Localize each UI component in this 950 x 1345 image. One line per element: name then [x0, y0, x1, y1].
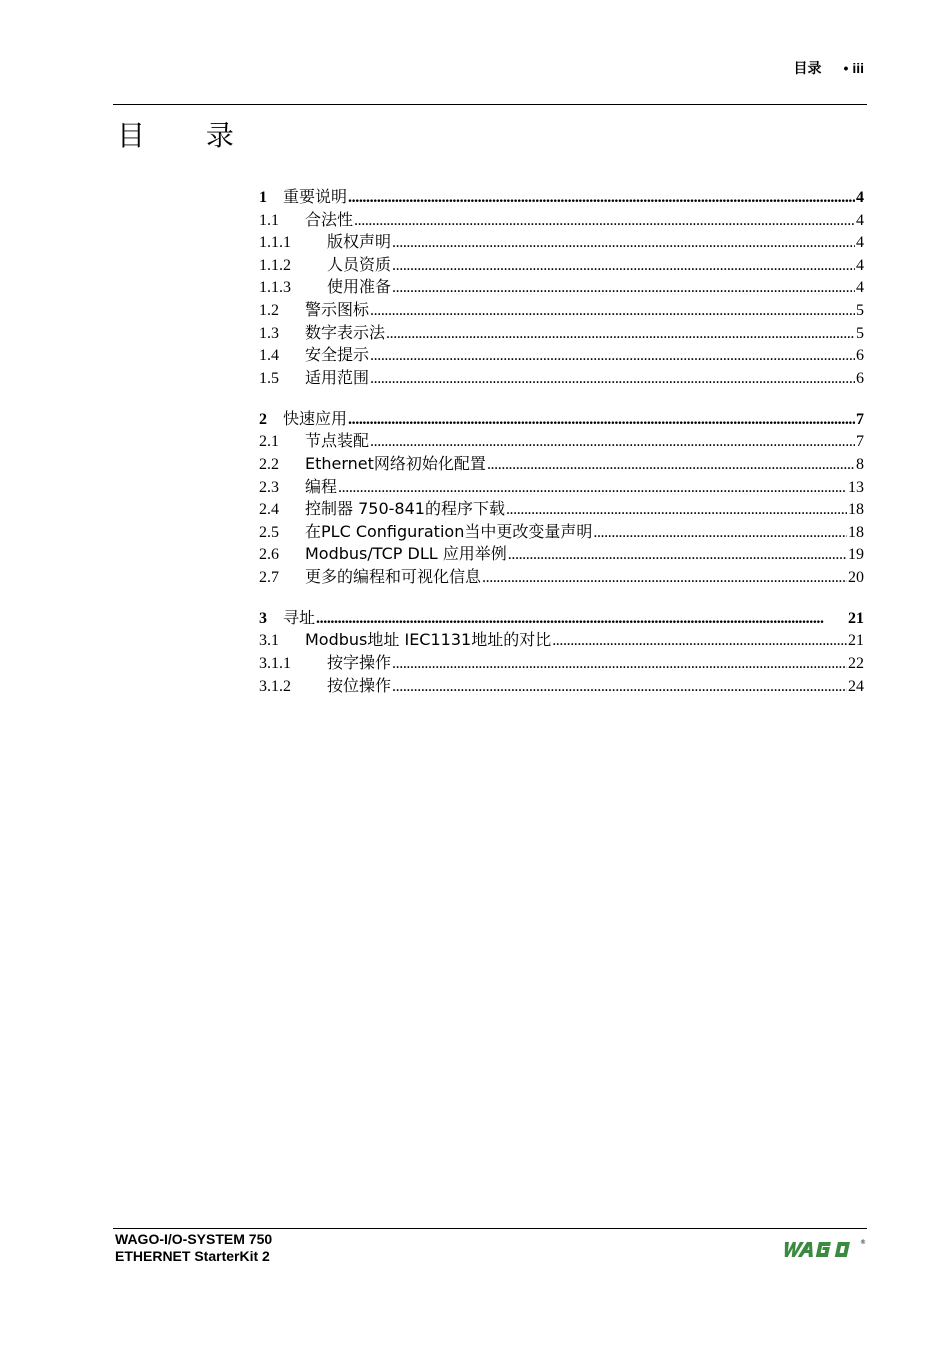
toc-title: 安全提示	[305, 345, 370, 365]
toc-section-row[interactable]	[259, 498, 864, 521]
toc-number: 1.3	[259, 324, 279, 342]
toc-number: 1.1.2	[259, 256, 291, 274]
toc-title: 人员资质	[327, 254, 392, 274]
toc-leader-dots	[506, 499, 847, 522]
toc-title: Modbus/TCP DLL 应用举例	[305, 544, 507, 564]
toc-section-row[interactable]	[259, 521, 864, 544]
toc-title: 重要说明	[283, 187, 348, 206]
toc-number: 3.1.1	[259, 655, 291, 673]
footer-product-name: ETHERNET StarterKit 2	[115, 1248, 270, 1264]
toc-leader-dots	[392, 277, 855, 300]
page-title: 目 录	[117, 119, 260, 152]
toc-section-row[interactable]	[259, 344, 864, 367]
toc-number: 1.5	[259, 369, 279, 387]
toc-number: 1.4	[259, 347, 279, 365]
toc-leader-dots	[348, 409, 855, 432]
toc-section-row[interactable]	[259, 629, 864, 652]
toc-leader-dots	[392, 676, 847, 699]
toc-title: 合法性	[305, 209, 354, 229]
toc-leader-dots	[370, 345, 855, 368]
toc-number: 2.1	[259, 433, 279, 451]
toc-number: 2.7	[259, 568, 279, 586]
toc-page-number: 21	[848, 609, 864, 627]
toc-leader-dots	[392, 232, 855, 255]
toc-title: 适用范围	[305, 367, 370, 387]
toc-number: 1.1	[259, 211, 279, 229]
toc-leader-dots	[593, 522, 847, 545]
toc-number: 3.1	[259, 632, 279, 650]
toc-title: 使用准备	[327, 277, 392, 297]
toc-section-row[interactable]	[259, 322, 864, 345]
toc-chapter-row[interactable]	[259, 408, 864, 431]
toc-page-number: 4	[856, 256, 864, 274]
toc-number: 1	[259, 189, 267, 206]
toc-page-number: 19	[848, 546, 864, 564]
toc-leader-dots	[392, 255, 855, 278]
toc-page-number: 7	[856, 433, 864, 451]
toc-section-row[interactable]	[259, 566, 864, 589]
toc-leader-dots	[338, 477, 847, 500]
toc-title: 警示图标	[305, 299, 370, 319]
toc-leader-dots	[508, 544, 847, 567]
toc-section-row[interactable]	[259, 652, 864, 675]
toc-page-number: 5	[856, 324, 864, 342]
toc-chapter-row[interactable]	[259, 186, 864, 209]
toc-number: 3	[259, 609, 267, 627]
toc-page-number: 21	[848, 632, 864, 650]
toc-page-number: 13	[848, 478, 864, 496]
toc-leader-dots	[370, 300, 855, 323]
toc-section-row[interactable]	[259, 209, 864, 232]
toc-page-number: 6	[856, 369, 864, 387]
toc-page-number: 20	[848, 568, 864, 586]
toc-page-number: 22	[848, 655, 864, 673]
toc-leader-dots	[552, 630, 847, 653]
toc-page-number: 8	[856, 455, 864, 473]
toc-section-row[interactable]	[259, 299, 864, 322]
toc-title: Modbus地址 IEC1131地址的对比	[305, 630, 552, 650]
toc-section-row[interactable]	[259, 254, 864, 277]
toc-leader-dots	[386, 323, 855, 346]
toc-number: 1.1.3	[259, 279, 291, 297]
toc-title: 版权声明	[327, 232, 392, 252]
toc-title: 按位操作	[327, 675, 392, 695]
registered-mark: ®	[860, 1239, 866, 1246]
table-of-contents	[259, 186, 864, 697]
toc-leader-dots	[487, 454, 855, 477]
toc-section-row[interactable]	[259, 675, 864, 698]
toc-page-number: 4	[856, 279, 864, 297]
running-header	[794, 58, 864, 78]
toc-page-number: 18	[848, 523, 864, 541]
toc-number: 2.2	[259, 455, 279, 473]
wago-logo-mark	[782, 1242, 850, 1257]
toc-leader-dots	[348, 187, 855, 210]
toc-page-number: 7	[856, 410, 864, 428]
toc-title: 在PLC Configuration当中更改变量声明	[305, 521, 593, 541]
toc-section-row[interactable]	[259, 231, 864, 254]
toc-leader-dots	[370, 368, 855, 391]
toc-page-number: 4	[856, 234, 864, 252]
toc-section-row[interactable]	[259, 276, 864, 299]
toc-title: 按字操作	[327, 653, 392, 673]
toc-page-number: 4	[856, 189, 864, 206]
wago-logo	[780, 1237, 866, 1261]
toc-section-row[interactable]	[259, 543, 864, 566]
toc-page-number: 6	[856, 347, 864, 365]
toc-title: Ethernet网络初始化配置	[305, 453, 486, 473]
toc-number: 2.5	[259, 523, 279, 541]
toc-section-row[interactable]	[259, 367, 864, 390]
toc-section-row[interactable]	[259, 476, 864, 499]
header-page-number: • iii	[843, 60, 864, 76]
header-section: 目录	[793, 60, 822, 76]
toc-title: 数字表示法	[305, 322, 386, 342]
toc-leader-dots	[482, 567, 847, 590]
toc-leader-dots	[370, 431, 855, 454]
toc-number: 2.6	[259, 546, 279, 564]
footer-rule	[113, 1228, 867, 1229]
toc-page-number: 4	[856, 211, 864, 229]
toc-section-row[interactable]	[259, 430, 864, 453]
toc-number: 3.1.2	[259, 677, 291, 695]
toc-number: 2.3	[259, 478, 279, 496]
toc-title: 编程	[305, 476, 338, 496]
footer	[115, 1231, 272, 1265]
footer-system-name: WAGO-I/O-SYSTEM 750	[115, 1231, 273, 1247]
toc-leader-dots	[316, 608, 847, 631]
toc-leader-dots	[392, 653, 847, 676]
toc-title: 寻址	[283, 607, 316, 627]
toc-number: 2.4	[259, 501, 279, 519]
toc-page-number: 5	[856, 301, 864, 319]
toc-page-number: 18	[848, 501, 864, 519]
toc-number: 2	[259, 410, 267, 428]
toc-title: 更多的编程和可视化信息	[305, 566, 482, 586]
toc-title: 快速应用	[283, 408, 348, 428]
toc-page-number: 24	[848, 677, 864, 695]
toc-leader-dots	[354, 210, 855, 233]
toc-chapter-row[interactable]	[259, 607, 864, 630]
toc-title: 节点装配	[305, 431, 370, 451]
toc-number: 1.1.1	[259, 234, 291, 252]
toc-title: 控制器 750-841的程序下载	[305, 499, 505, 519]
toc-number: 1.2	[259, 301, 279, 319]
toc-section-row[interactable]	[259, 453, 864, 476]
header-rule	[113, 104, 867, 105]
